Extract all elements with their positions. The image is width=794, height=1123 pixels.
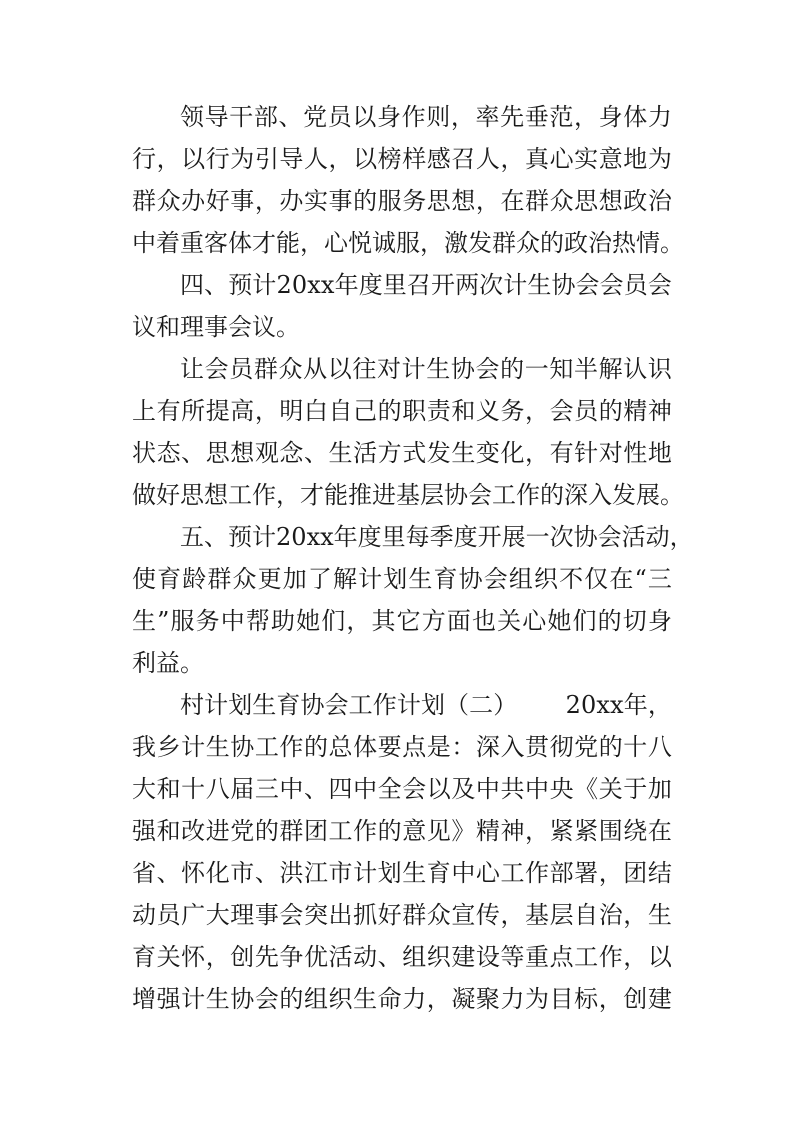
paragraph-5-line-7: 育 关 怀 ， 创 先 争 优 活 动 、 组 织 建 设 等 重 点 工 作 ， 以 bbox=[132, 943, 672, 971]
paragraph-3-line-1: 让 会 员 群 众 从 以 往 对 计 生 协 会 的 一 知 半 解 认 识 bbox=[180, 355, 672, 383]
paragraph-5-line-8: 增 强 计 生 协 会 的 组 织 生 命 力 ， 凝 聚 力 为 目 标 ， 创 建 bbox=[132, 985, 672, 1013]
paragraph-4-line-4: 利益。 bbox=[132, 649, 204, 677]
paragraph-3-line-3: 状 态 、 思 想 观 念 、 生 活 方 式 发 生 变 化 ， 有 针 对 性 地 bbox=[132, 439, 672, 467]
paragraph-5-line-3: 大 和 十 八 届 三 中 、 四 中 全 会 以 及 中 共 中 央 《 关 于 加 bbox=[132, 775, 672, 803]
paragraph-4-line-2: 使 育 龄 群 众 更 加 了 解 计 划 生 育 协 会 组 织 不 仅 在 “ 三 bbox=[132, 565, 672, 593]
paragraph-5-line-1: 村 计 划 生 育 协 会 工 作 计 划 （ 二 ） 2 0 x x 年 ， bbox=[180, 691, 672, 719]
paragraph-1-line-1: 领 导 干 部 、 党 员 以 身 作 则 ， 率 先 垂 范 ， 身 体 力 bbox=[180, 103, 672, 131]
paragraph-3-line-2: 上 有 所 提 高 ， 明 白 自 己 的 职 责 和 义 务 ， 会 员 的 精 神 bbox=[132, 397, 672, 425]
paragraph-3-line-4: 做好思想工作，才能推进基层协会工作的深入发展。 bbox=[132, 481, 684, 509]
paragraph-2-line-2: 议和理事会议。 bbox=[132, 313, 300, 341]
paragraph-1-line-3: 群 众 办 好 事 ， 办 实 事 的 服 务 思 想 ， 在 群 众 思 想 政 治 bbox=[132, 187, 672, 215]
paragraph-1-line-2: 行 ， 以 行 为 引 导 人 ， 以 榜 样 感 召 人 ， 真 心 实 意 地 为 bbox=[132, 145, 672, 173]
paragraph-1-line-4: 中着重客体才能，心悦诚服，激发群众的政治热情。 bbox=[132, 229, 684, 257]
paragraph-5-line-2: 我 乡 计 生 协 工 作 的 总 体 要 点 是 ： 深 入 贯 彻 党 的 十 八 bbox=[132, 733, 672, 761]
paragraph-5-line-6: 动 员 广 大 理 事 会 突 出 抓 好 群 众 宣 传 ， 基 层 自 治 ， 生 bbox=[132, 901, 672, 929]
paragraph-2-line-1: 四 、 预 计 2 0 x x 年 度 里 召 开 两 次 计 生 协 会 会 员 会 bbox=[180, 271, 672, 299]
paragraph-4-line-1: 五 、 预 计 2 0 x x 年 度 里 每 季 度 开 展 一 次 协 会 活 动 ， bbox=[180, 523, 694, 551]
paragraph-5-line-5: 省 、 怀 化 市 、 洪 江 市 计 划 生 育 中 心 工 作 部 署 ， 团 结 bbox=[132, 859, 672, 887]
document-body bbox=[132, 96, 694, 1020]
paragraph-4-line-3: 生 ” 服 务 中 帮 助 她 们 ， 其 它 方 面 也 关 心 她 们 的 切 身 bbox=[132, 607, 672, 635]
paragraph-5-line-4: 强 和 改 进 党 的 群 团 工 作 的 意 见 》 精 神 ， 紧 紧 围 绕 在 bbox=[132, 817, 672, 845]
